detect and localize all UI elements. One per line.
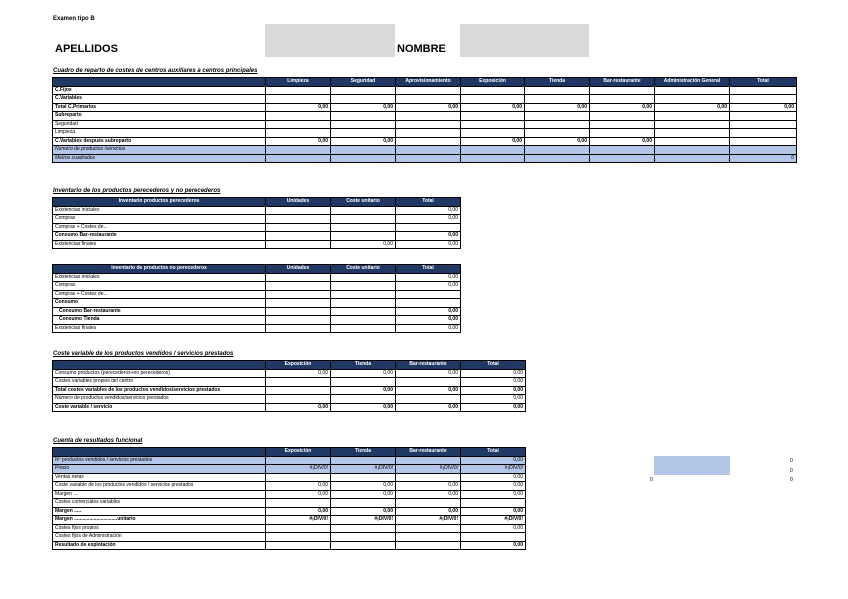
row-label: Compras + Costes de... — [53, 223, 266, 232]
value-cell[interactable]: 0,00 — [461, 403, 526, 412]
value-cell[interactable]: 0,00 — [655, 103, 730, 112]
column-header: Total — [461, 448, 526, 457]
table-row — [53, 137, 797, 146]
value-cell[interactable] — [331, 112, 396, 121]
value-cell[interactable] — [396, 299, 461, 308]
header-row — [53, 78, 797, 87]
side-value-left: 0 — [650, 477, 653, 483]
value-cell[interactable] — [331, 273, 396, 282]
value-cell[interactable]: 0,00 — [331, 403, 396, 412]
column-header — [53, 78, 266, 87]
value-cell[interactable] — [331, 499, 396, 508]
section1-title: Cuadro de reparto de costes de centros auxiliares a centros principales — [53, 68, 258, 74]
value-cell[interactable] — [266, 307, 331, 316]
value-cell[interactable]: 0,00 — [266, 369, 331, 378]
side-value-3: 0 — [790, 477, 793, 483]
value-cell[interactable] — [266, 524, 331, 533]
value-cell[interactable] — [331, 299, 396, 308]
value-cell[interactable] — [655, 137, 730, 146]
row-label: Seguridad — [53, 120, 266, 129]
column-header: Tienda — [331, 361, 396, 370]
value-cell[interactable] — [266, 146, 331, 155]
value-cell[interactable] — [266, 456, 331, 465]
table-row — [53, 465, 526, 474]
column-header: Exposición — [266, 361, 331, 370]
table-row — [53, 240, 461, 249]
row-label: Existencias iniciales — [53, 206, 266, 215]
value-cell[interactable] — [331, 316, 396, 325]
column-header: Bar-restaurante — [396, 361, 461, 370]
value-cell[interactable] — [396, 541, 461, 550]
value-cell[interactable]: #¡DIV/0! — [331, 516, 396, 525]
value-cell[interactable] — [396, 112, 461, 121]
table-row — [53, 507, 526, 516]
column-header: Unidades — [266, 265, 331, 274]
table-row — [53, 206, 461, 215]
section3-title: Coste variable de los productos vendidos / servicios prestados — [53, 351, 234, 357]
table-row — [53, 516, 526, 525]
value-cell[interactable] — [525, 112, 590, 121]
value-cell[interactable]: 0,00 — [396, 215, 461, 224]
table-row — [53, 378, 526, 387]
table-row — [53, 473, 526, 482]
value-cell[interactable] — [266, 386, 331, 395]
variable-cost-table — [52, 360, 526, 412]
value-cell[interactable] — [461, 499, 526, 508]
row-label: Metros cuadrados — [53, 154, 266, 163]
table-row — [53, 112, 797, 121]
column-header: Inventario productos perecederos — [53, 198, 266, 207]
column-header: Unidades — [266, 198, 331, 207]
value-cell[interactable] — [730, 146, 797, 155]
row-label: Coste variable de los productos vendidos / servicios prestados — [53, 482, 266, 491]
value-cell[interactable] — [331, 456, 396, 465]
table-row — [53, 95, 797, 104]
nonperishable-inventory-table — [52, 264, 461, 333]
value-cell[interactable]: 0,00 — [525, 103, 590, 112]
value-cell[interactable]: 0,00 — [461, 482, 526, 491]
income-statement-table — [52, 447, 526, 550]
table-row — [53, 154, 797, 163]
value-cell[interactable] — [396, 86, 461, 95]
column-header — [53, 361, 266, 370]
header-row — [53, 265, 461, 274]
blue-side-cell — [654, 456, 730, 475]
section2-title: Inventario de los productos perecederos y no perecederos — [53, 188, 221, 194]
table-row — [53, 129, 797, 138]
table-row — [53, 223, 461, 232]
value-cell[interactable]: 0,00 — [331, 482, 396, 491]
value-cell[interactable] — [730, 112, 797, 121]
value-cell[interactable]: 0,00 — [331, 137, 396, 146]
column-header: Limpieza — [266, 78, 331, 87]
value-cell[interactable] — [590, 146, 655, 155]
value-cell[interactable] — [266, 282, 331, 291]
table-row — [53, 290, 461, 299]
table-row — [53, 282, 461, 291]
apellidos-label: APELLIDOS — [55, 43, 118, 55]
table-row — [53, 215, 461, 224]
value-cell[interactable]: 0,00 — [331, 386, 396, 395]
value-cell[interactable] — [266, 324, 331, 333]
table-row — [53, 307, 461, 316]
value-cell[interactable] — [590, 86, 655, 95]
row-label: Consumo Tienda — [53, 316, 266, 325]
value-cell[interactable]: 0,00 — [396, 403, 461, 412]
value-cell[interactable] — [266, 232, 331, 241]
row-label: Resultado de explotación — [53, 541, 266, 550]
table-row — [53, 273, 461, 282]
value-cell[interactable]: 0,00 — [461, 473, 526, 482]
value-cell[interactable] — [655, 129, 730, 138]
value-cell[interactable]: #¡DIV/0! — [266, 516, 331, 525]
value-cell[interactable]: 0,00 — [266, 403, 331, 412]
row-label: Existencias finales — [53, 324, 266, 333]
value-cell[interactable] — [331, 395, 396, 404]
value-cell[interactable] — [331, 324, 396, 333]
value-cell[interactable] — [590, 112, 655, 121]
value-cell[interactable] — [396, 378, 461, 387]
value-cell[interactable] — [266, 395, 331, 404]
value-cell[interactable] — [461, 86, 525, 95]
value-cell[interactable] — [331, 533, 396, 542]
row-label: Compras — [53, 282, 266, 291]
value-cell[interactable] — [331, 154, 396, 163]
row-label: Margen ..... — [53, 507, 266, 516]
value-cell[interactable] — [396, 473, 461, 482]
exam-label: Examen tipo B — [53, 16, 95, 22]
value-cell[interactable] — [590, 129, 655, 138]
side-value-2: 0 — [790, 468, 793, 474]
column-header: Exposición — [266, 448, 331, 457]
table-row — [53, 386, 526, 395]
value-cell[interactable]: #¡DIV/0! — [396, 516, 461, 525]
column-header: Coste unitario — [331, 265, 396, 274]
row-label: Costes comerciales variables — [53, 499, 266, 508]
value-cell[interactable]: 0,00 — [266, 103, 331, 112]
row-label: Existencias iniciales — [53, 273, 266, 282]
value-cell[interactable]: #¡DIV/0! — [396, 465, 461, 474]
cost-allocation-table — [52, 77, 797, 163]
row-label: Consumo Bar-restaurante — [53, 307, 266, 316]
value-cell[interactable]: 0,00 — [396, 316, 461, 325]
value-cell[interactable]: 0,00 — [396, 240, 461, 249]
table-row — [53, 324, 461, 333]
value-cell[interactable]: 0,00 — [266, 137, 331, 146]
row-label: Nº productos vendidos / servicios prestados — [53, 456, 266, 465]
value-cell[interactable] — [396, 129, 461, 138]
value-cell[interactable]: 0,00 — [266, 507, 331, 516]
value-cell[interactable] — [396, 154, 461, 163]
value-cell[interactable] — [266, 95, 331, 104]
value-cell[interactable] — [266, 273, 331, 282]
row-label: Total C.Primarios — [53, 103, 266, 112]
value-cell[interactable] — [396, 120, 461, 129]
column-header: Total — [396, 198, 461, 207]
value-cell[interactable] — [396, 223, 461, 232]
header-row — [53, 448, 526, 457]
value-cell[interactable]: 0,00 — [525, 137, 590, 146]
value-cell[interactable] — [266, 120, 331, 129]
row-label: Precio — [53, 465, 266, 474]
column-header: Exposición — [461, 78, 525, 87]
value-cell[interactable] — [396, 533, 461, 542]
table-row — [53, 316, 461, 325]
column-header: Bar-restaurante — [590, 78, 655, 87]
value-cell[interactable] — [655, 95, 730, 104]
value-cell[interactable] — [266, 154, 331, 163]
value-cell[interactable]: 0,00 — [461, 378, 526, 387]
value-cell[interactable] — [525, 146, 590, 155]
row-label: Existencias finales — [53, 240, 266, 249]
table-row — [53, 86, 797, 95]
value-cell[interactable]: #¡DIV/0! — [331, 465, 396, 474]
row-label: C.Fijos — [53, 86, 266, 95]
row-label: Limpieza — [53, 129, 266, 138]
value-cell[interactable] — [266, 112, 331, 121]
value-cell[interactable] — [266, 378, 331, 387]
table-row — [53, 456, 526, 465]
value-cell[interactable] — [266, 240, 331, 249]
value-cell[interactable] — [396, 146, 461, 155]
value-cell[interactable] — [331, 524, 396, 533]
value-cell[interactable] — [266, 206, 331, 215]
column-header: Tienda — [331, 448, 396, 457]
value-cell[interactable] — [655, 146, 730, 155]
row-label: Costes variables propios del centro — [53, 378, 266, 387]
value-cell[interactable] — [266, 129, 331, 138]
row-label: C.Variables después subreparto — [53, 137, 266, 146]
table-row — [53, 499, 526, 508]
value-cell[interactable]: 0,00 — [331, 240, 396, 249]
row-label: Consumo productos (perecederos+no perecederos) — [53, 369, 266, 378]
value-cell[interactable]: 0,00 — [396, 232, 461, 241]
table-row — [53, 524, 526, 533]
row-label: Margen ...............................unitario — [53, 516, 266, 525]
perishable-inventory-table — [52, 197, 461, 249]
row-label: Compras — [53, 215, 266, 224]
row-label: Total costes variables de los productos vendidos/servicios prestados — [53, 386, 266, 395]
value-cell[interactable]: 0,00 — [461, 103, 525, 112]
value-cell[interactable] — [525, 129, 590, 138]
value-cell[interactable]: 0,00 — [396, 103, 461, 112]
column-header: Tienda — [525, 78, 590, 87]
table-row — [53, 146, 797, 155]
value-cell[interactable] — [396, 137, 461, 146]
value-cell[interactable]: 0,00 — [461, 137, 525, 146]
value-cell[interactable] — [396, 290, 461, 299]
value-cell[interactable] — [331, 378, 396, 387]
value-cell[interactable] — [331, 215, 396, 224]
row-label: C.Variables — [53, 95, 266, 104]
value-cell[interactable] — [266, 223, 331, 232]
value-cell[interactable] — [461, 533, 526, 542]
column-header: Aprovisionamiento — [396, 78, 461, 87]
header-row — [53, 198, 461, 207]
column-header: Total — [396, 265, 461, 274]
column-header: Total — [461, 361, 526, 370]
value-cell[interactable] — [331, 223, 396, 232]
row-label: Número de productos vendidos/servicios prestados — [53, 395, 266, 404]
row-label: Subreparto — [53, 112, 266, 121]
value-cell[interactable]: 0,00 — [396, 386, 461, 395]
value-cell[interactable]: 0,00 — [396, 369, 461, 378]
value-cell[interactable]: 0,00 — [396, 206, 461, 215]
value-cell[interactable] — [525, 95, 590, 104]
table-row — [53, 533, 526, 542]
value-cell[interactable] — [655, 154, 730, 163]
value-cell[interactable]: 0,00 — [266, 490, 331, 499]
value-cell[interactable] — [655, 120, 730, 129]
value-cell[interactable] — [461, 129, 525, 138]
table-row — [53, 541, 526, 550]
table-row — [53, 369, 526, 378]
value-cell[interactable] — [331, 473, 396, 482]
value-cell[interactable] — [266, 541, 331, 550]
table-row — [53, 482, 526, 491]
column-header: Seguridad — [331, 78, 396, 87]
value-cell[interactable]: 0,00 — [461, 395, 526, 404]
value-cell[interactable] — [266, 215, 331, 224]
row-label: Costes fijos de Administración — [53, 533, 266, 542]
nombre-label: NOMBRE — [397, 43, 446, 55]
value-cell[interactable] — [396, 95, 461, 104]
value-cell[interactable] — [590, 95, 655, 104]
column-header: Bar-restaurante — [396, 448, 461, 457]
value-cell[interactable]: 0,00 — [396, 490, 461, 499]
table-row — [53, 120, 797, 129]
value-cell[interactable] — [331, 307, 396, 316]
value-cell[interactable] — [525, 120, 590, 129]
table-row — [53, 490, 526, 499]
table-row — [53, 395, 526, 404]
value-cell[interactable] — [331, 120, 396, 129]
header-row — [53, 361, 526, 370]
value-cell[interactable]: 0,00 — [396, 507, 461, 516]
value-cell[interactable] — [331, 282, 396, 291]
value-cell[interactable]: 0,00 — [730, 103, 797, 112]
value-cell[interactable] — [590, 154, 655, 163]
value-cell[interactable] — [461, 146, 525, 155]
value-cell[interactable]: 0,00 — [461, 524, 526, 533]
value-cell[interactable] — [396, 456, 461, 465]
value-cell[interactable]: #¡DIV/0! — [461, 465, 526, 474]
value-cell[interactable] — [331, 95, 396, 104]
side-value-1: 0 — [790, 458, 793, 464]
value-cell[interactable]: 0,00 — [331, 103, 396, 112]
value-cell[interactable]: 0,00 — [461, 456, 526, 465]
nombre-input[interactable] — [460, 24, 589, 57]
row-label: Consumo — [53, 299, 266, 308]
value-cell[interactable]: 0,00 — [461, 507, 526, 516]
value-cell[interactable] — [525, 86, 590, 95]
value-cell[interactable] — [396, 395, 461, 404]
row-label: Número de productos /servicios — [53, 146, 266, 155]
value-cell[interactable] — [331, 206, 396, 215]
value-cell[interactable] — [655, 86, 730, 95]
value-cell[interactable] — [266, 533, 331, 542]
value-cell[interactable] — [730, 137, 797, 146]
value-cell[interactable] — [266, 473, 331, 482]
value-cell[interactable] — [730, 95, 797, 104]
value-cell[interactable]: 0,00 — [396, 273, 461, 282]
value-cell[interactable] — [461, 112, 525, 121]
value-cell[interactable]: 0 — [730, 154, 797, 163]
value-cell[interactable] — [266, 86, 331, 95]
value-cell[interactable] — [590, 120, 655, 129]
value-cell[interactable]: 0,00 — [461, 369, 526, 378]
value-cell[interactable]: 0,00 — [331, 490, 396, 499]
value-cell[interactable]: 0,00 — [266, 482, 331, 491]
value-cell[interactable] — [266, 290, 331, 299]
value-cell[interactable] — [461, 154, 525, 163]
table-row — [53, 232, 461, 241]
value-cell[interactable] — [730, 120, 797, 129]
table-row — [53, 299, 461, 308]
row-label: Consumo Bar-restaurante — [53, 232, 266, 241]
section4-title: Cuenta de resultados funcional — [53, 438, 143, 444]
value-cell[interactable] — [525, 154, 590, 163]
value-cell[interactable] — [331, 146, 396, 155]
row-label: Compras + Costes de... — [53, 290, 266, 299]
column-header — [53, 448, 266, 457]
value-cell[interactable] — [730, 86, 797, 95]
value-cell[interactable] — [331, 86, 396, 95]
value-cell[interactable] — [461, 120, 525, 129]
column-header: Coste unitario — [331, 198, 396, 207]
table-row — [53, 103, 797, 112]
value-cell[interactable] — [331, 129, 396, 138]
value-cell[interactable]: 0,00 — [590, 137, 655, 146]
value-cell[interactable]: 0,00 — [396, 282, 461, 291]
value-cell[interactable]: 0,00 — [396, 307, 461, 316]
table-row — [53, 403, 526, 412]
value-cell[interactable] — [331, 541, 396, 550]
value-cell[interactable]: 0,00 — [590, 103, 655, 112]
value-cell[interactable]: #¡DIV/0! — [266, 465, 331, 474]
row-label: Costes fijos propios — [53, 524, 266, 533]
value-cell[interactable]: 0,00 — [331, 507, 396, 516]
row-label: Coste variable / servicio — [53, 403, 266, 412]
value-cell[interactable]: 0,00 — [396, 324, 461, 333]
value-cell[interactable] — [461, 95, 525, 104]
row-label: Ventas netas — [53, 473, 266, 482]
column-header: Administración General — [655, 78, 730, 87]
value-cell[interactable]: 0,00 — [331, 369, 396, 378]
column-header: Total — [730, 78, 797, 87]
value-cell[interactable]: #¡DIV/0! — [461, 516, 526, 525]
value-cell[interactable] — [266, 299, 331, 308]
column-header: Inventario de productos no perecederos — [53, 265, 266, 274]
value-cell[interactable]: 0,00 — [396, 482, 461, 491]
value-cell[interactable] — [396, 524, 461, 533]
value-cell[interactable] — [266, 316, 331, 325]
value-cell[interactable]: 0,00 — [461, 386, 526, 395]
value-cell[interactable] — [331, 232, 396, 241]
apellidos-input[interactable] — [265, 24, 395, 57]
row-label: Margen .... — [53, 490, 266, 499]
value-cell[interactable] — [730, 129, 797, 138]
value-cell[interactable] — [655, 112, 730, 121]
value-cell[interactable] — [396, 499, 461, 508]
value-cell[interactable] — [331, 290, 396, 299]
value-cell[interactable]: 0,00 — [461, 490, 526, 499]
value-cell[interactable]: 0,00 — [461, 541, 526, 550]
value-cell[interactable] — [266, 499, 331, 508]
